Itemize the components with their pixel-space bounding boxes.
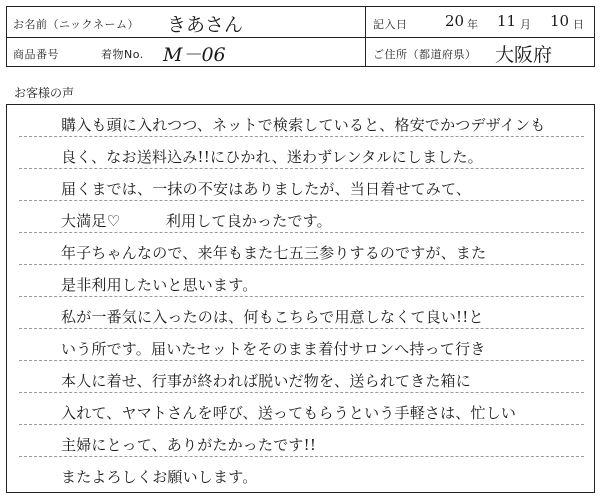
comment-line: またよろしくお願いします。: [61, 468, 258, 486]
customer-voice-title: お客様の声: [14, 86, 75, 100]
address-value: 大阪府: [495, 44, 553, 66]
date-day-unit: 日: [573, 18, 585, 31]
kimono-number-value: M－06: [163, 44, 226, 66]
comment-line: 届くまでは、一抹の不安はありましたが、当日着せてみて、: [61, 180, 472, 198]
ruled-line: [19, 200, 584, 201]
ruled-line: [19, 456, 584, 457]
comment-line: いう所です。届いたセットをそのまま着付サロンへ持って行き: [61, 340, 486, 358]
ruled-line: [19, 424, 584, 425]
date-day: 10: [550, 12, 570, 30]
address-label: ご住所（都道府県）: [373, 48, 477, 61]
comment-line: 本人に着せ、行事が終われば脱いだ物を、送られてきた箱に: [61, 372, 471, 390]
comment-line: 良く、なお送料込み!!にひかれ、迷わずレンタルにしました。: [61, 148, 483, 166]
comment-line: 主婦にとって、ありがたかったです!!: [61, 436, 317, 454]
date-month: 11: [497, 12, 517, 30]
header-row-divider: [7, 37, 594, 38]
comment-line: 是非利用したいと思います。: [61, 276, 258, 294]
ruled-line: [19, 264, 584, 265]
date-label: 記入日: [373, 18, 408, 31]
comment-line: 年子ちゃんなので、来年もまた七五三参りするのですが、また: [61, 244, 487, 262]
kimono-number-label: 着物No.: [101, 48, 144, 61]
date-year-unit: 年: [467, 18, 479, 31]
date-year: 20: [445, 12, 465, 30]
comment-line: 私が一番気に入ったのは、何もこちらで用意しなくて良い!!と: [61, 308, 484, 326]
ruled-line: [19, 392, 584, 393]
date-month-unit: 月: [520, 18, 532, 31]
comment-line: 入れて、ヤマトさんを呼び、送ってもらうという手軽さは、忙しい: [61, 404, 517, 422]
comment-line: 購入も頭に入れつつ、ネットで検索していると、格安でかつデザインも: [61, 116, 546, 134]
ruled-line: [19, 232, 584, 233]
ruled-line: [19, 136, 584, 137]
name-label: お名前（ニックネーム）: [13, 18, 139, 31]
ruled-line: [19, 360, 584, 361]
ruled-line: [19, 296, 584, 297]
product-number-label: 商品番号: [13, 48, 59, 61]
comment-line: 大満足♡ 利用して良かったです。: [61, 212, 332, 230]
name-value: きあさん: [167, 14, 244, 36]
form-header-table: [6, 6, 595, 67]
ruled-line: [19, 168, 584, 169]
ruled-line: [19, 328, 584, 329]
header-column-divider: [365, 7, 366, 66]
customer-voice-box: [6, 104, 595, 493]
